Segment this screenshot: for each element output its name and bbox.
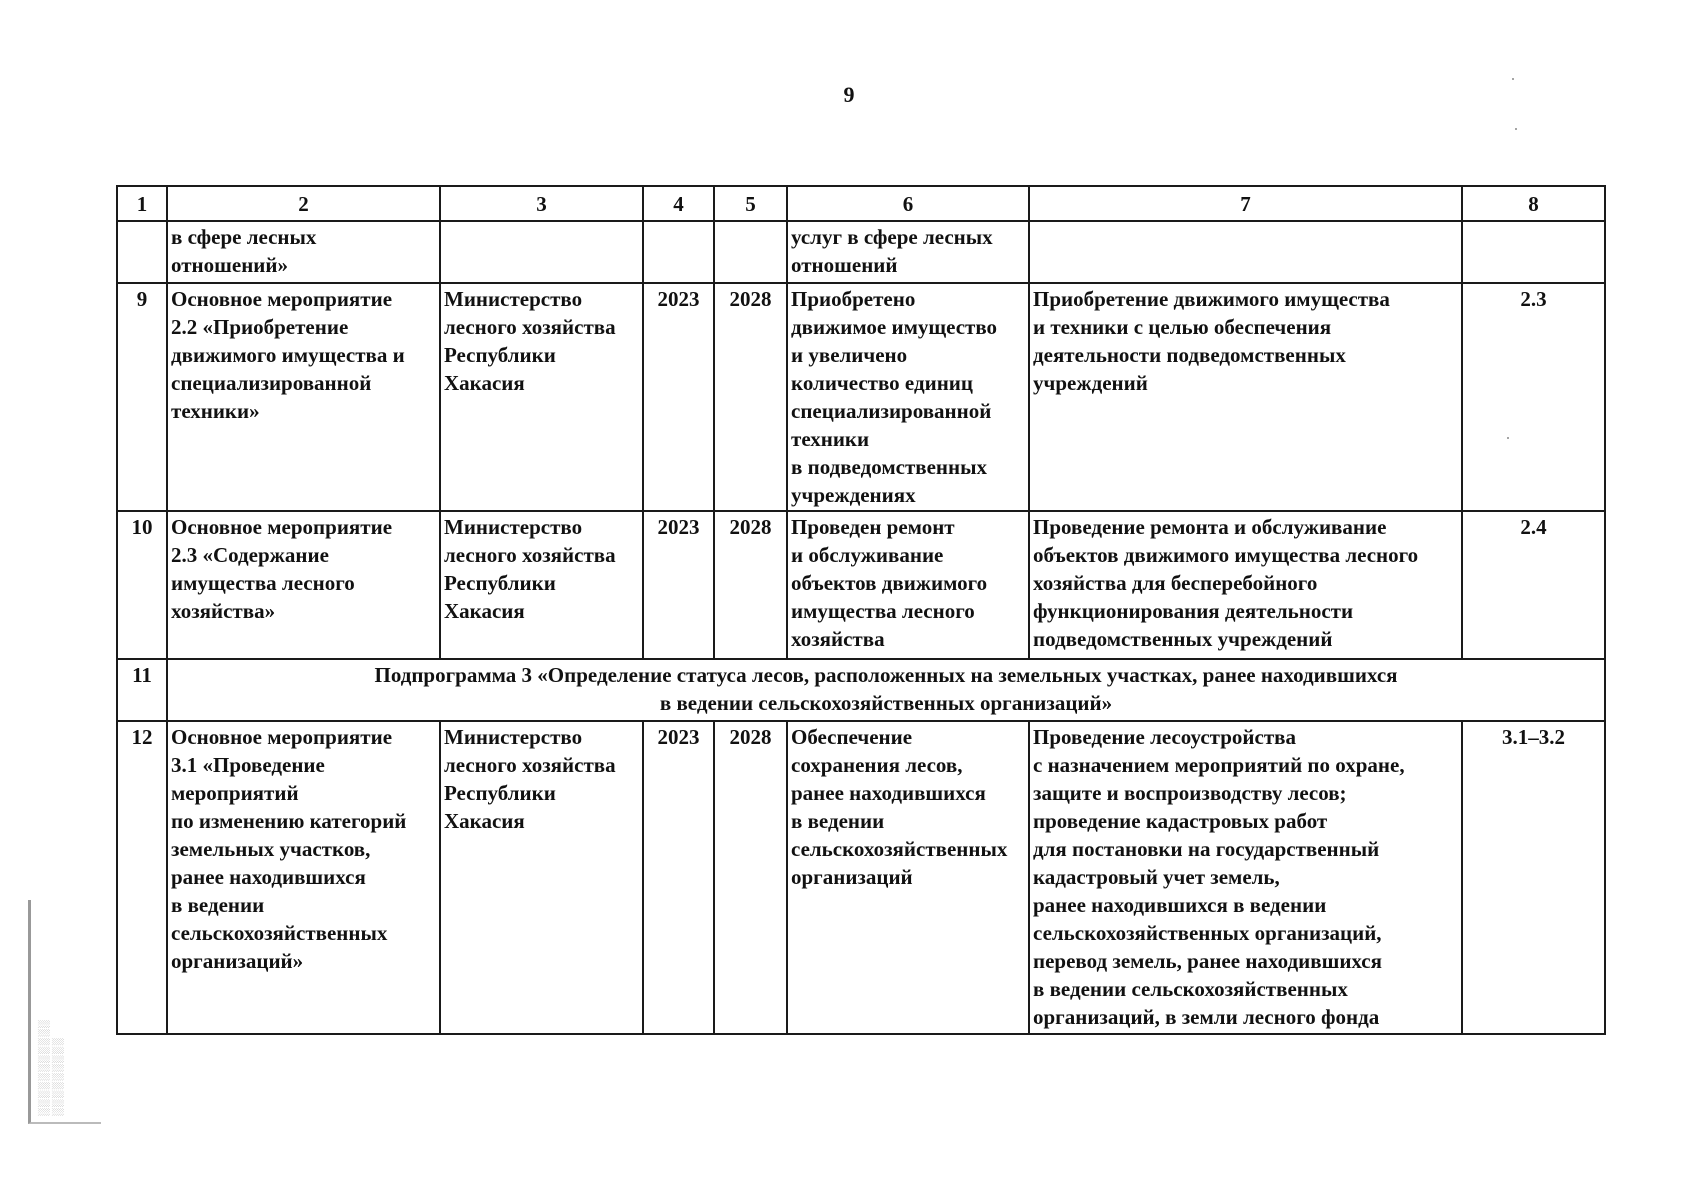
page-number: 9	[843, 82, 855, 107]
end-year-cell: 2028	[714, 511, 787, 659]
scan-speck	[1507, 437, 1509, 439]
start-year-cell	[643, 221, 714, 283]
event-cell: Основное мероприятие 2.2 «Приобретение движимого имущества и специализированной техники»	[167, 283, 440, 511]
scan-speck	[1512, 78, 1514, 80]
row-number-cell: 10	[117, 511, 167, 659]
row-number-cell: 9	[117, 283, 167, 511]
indicator-cell: 3.1–3.2	[1462, 721, 1605, 1034]
header-cell: 5	[714, 186, 787, 221]
start-year-cell: 2023	[643, 511, 714, 659]
result-cell: услуг в сфере лесных отношений	[787, 221, 1029, 283]
event-cell: Основное мероприятие 3.1 «Проведение мероприятий по изменению категорий земельных участков, ранее находившихся в ведении сельскохозяйственных организаций»	[167, 721, 440, 1034]
start-year-cell: 2023	[643, 283, 714, 511]
end-year-cell: 2028	[714, 721, 787, 1034]
event-cell: в сфере лесных отношений»	[167, 221, 440, 283]
row-number-cell	[117, 221, 167, 283]
program-table	[116, 185, 1606, 1035]
description-cell: Проведение ремонта и обслуживание объектов движимого имущества лесного хозяйства для бесперебойного функционирования деятельности подведомственных учреждений	[1029, 511, 1462, 659]
header-cell: 4	[643, 186, 714, 221]
table-row	[117, 221, 1605, 283]
header-cell: 3	[440, 186, 643, 221]
event-cell: Основное мероприятие 2.3 «Содержание имущества лесного хозяйства»	[167, 511, 440, 659]
end-year-cell: 2028	[714, 283, 787, 511]
result-cell: Проведен ремонт и обслуживание объектов движимого имущества лесного хозяйства	[787, 511, 1029, 659]
registration-stamp	[28, 900, 101, 1124]
scan-speck	[1515, 128, 1517, 130]
subprogram-row	[117, 659, 1605, 721]
executor-cell: Министерство лесного хозяйства Республики Хакасия	[440, 511, 643, 659]
table-body	[117, 221, 1605, 1034]
table-row	[117, 511, 1605, 659]
description-cell	[1029, 221, 1462, 283]
executor-cell: Министерство лесного хозяйства Республики Хакасия	[440, 283, 643, 511]
start-year-cell: 2023	[643, 721, 714, 1034]
row-number-cell: 11	[117, 659, 167, 721]
header-row	[117, 186, 1605, 221]
subprogram-title: Подпрограмма 3 «Определение статуса лесов, расположенных на земельных участках, ранее находившихся в ведении сельскохозяйственных организаций»	[167, 659, 1605, 721]
header-cell: 2	[167, 186, 440, 221]
header-cell: 8	[1462, 186, 1605, 221]
result-cell: Обеспечение сохранения лесов, ранее находившихся в ведении сельскохозяйственных организаций	[787, 721, 1029, 1034]
row-number-cell: 12	[117, 721, 167, 1034]
indicator-cell: 2.3	[1462, 283, 1605, 511]
header-cell: 6	[787, 186, 1029, 221]
indicator-cell	[1462, 221, 1605, 283]
table-row	[117, 721, 1605, 1034]
stamp-mark: ░░░░░░░░░░░ ░░░░░░░░░	[38, 1019, 64, 1116]
executor-cell: Министерство лесного хозяйства Республики Хакасия	[440, 721, 643, 1034]
description-cell: Приобретение движимого имущества и техники с целью обеспечения деятельности подведомственных учреждений	[1029, 283, 1462, 511]
header-cell: 1	[117, 186, 167, 221]
result-cell: Приобретено движимое имущество и увеличено количество единиц специализированной техники в подведомственных учреждениях	[787, 283, 1029, 511]
end-year-cell	[714, 221, 787, 283]
table-row	[117, 283, 1605, 511]
header-cell: 7	[1029, 186, 1462, 221]
executor-cell	[440, 221, 643, 283]
indicator-cell: 2.4	[1462, 511, 1605, 659]
description-cell: Проведение лесоустройства с назначением мероприятий по охране, защите и воспроизводству лесов; проведение кадастровых работ для постановки на государственный кадастровый учет земель, ранее находившихся в ведении сельскохозяйственных организаций, перевод земель, ранее находившихся в ведении сельскохозяйственных организаций, в земли лесного фонда	[1029, 721, 1462, 1034]
